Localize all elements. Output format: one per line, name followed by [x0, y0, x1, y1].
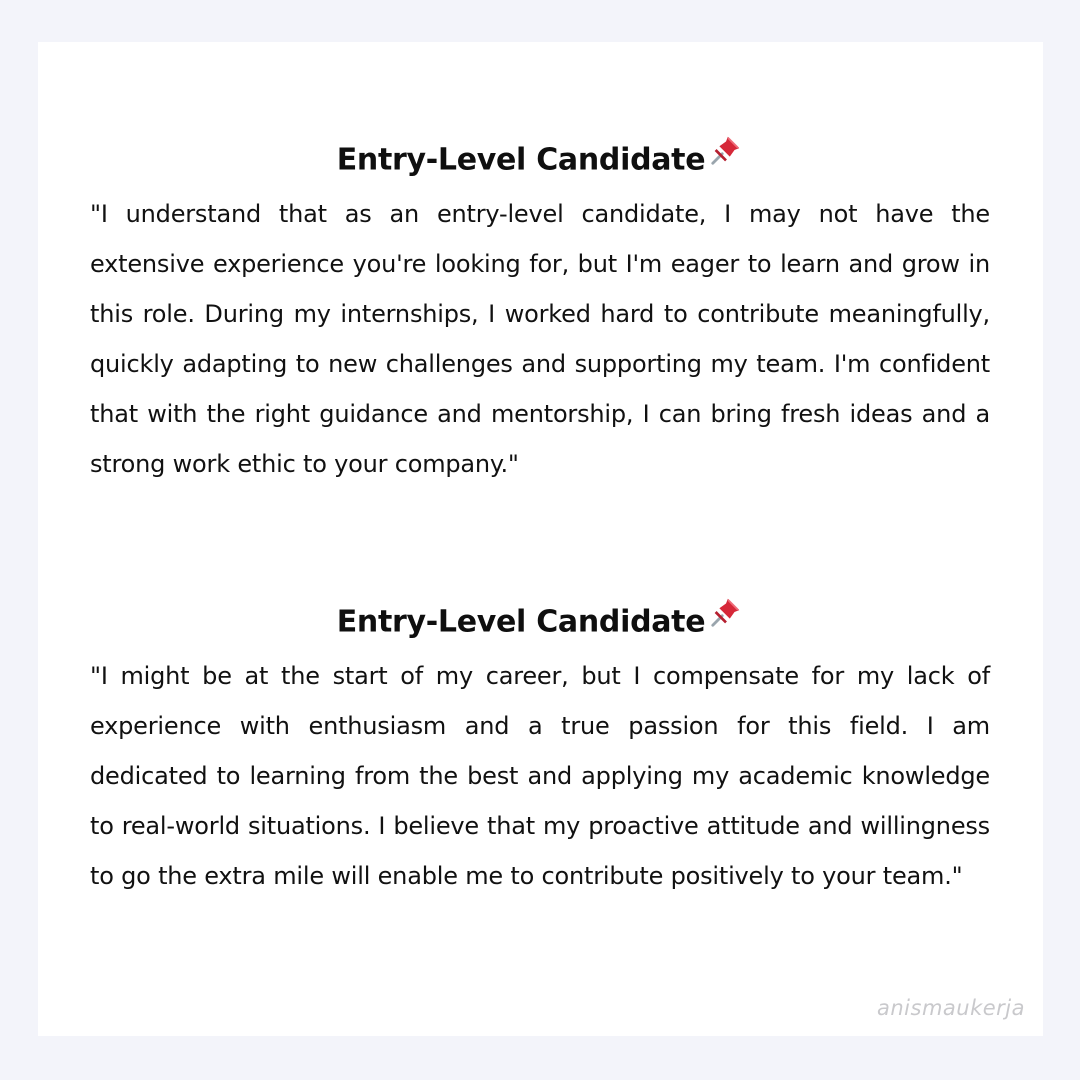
section-heading-text: Entry-Level Candidate [336, 142, 706, 178]
pushpin-icon [709, 133, 743, 181]
section-heading [90, 599, 990, 647]
section-body-text: "I understand that as an entry-level candidate, I may not have the extensive experience you're looking for, but I'm eager to learn and grow in this role. During my internships, I worked hard to contribute meaningfully, quickly adapting to new challenges and supporting my team. I'm confident that with the right guidance and mentorship, I can bring fresh ideas and a strong work ethic to your company." [90, 200, 990, 478]
answer-section-2 [90, 599, 990, 901]
pushpin-icon [709, 595, 743, 643]
watermark: anismaukerja [876, 996, 1025, 1020]
section-body-text: "I might be at the start of my career, but I compensate for my lack of experience with enthusiasm and a true passion for this field. I am dedicated to learning from the best and applying my academic knowledge to real-world situations. I believe that my proactive attitude and willingness to go the extra mile will enable me to contribute positively to your team." [90, 662, 990, 890]
section-heading [90, 137, 990, 185]
section-heading-text: Entry-Level Candidate [336, 604, 706, 640]
answer-section-1 [90, 137, 990, 489]
content-card [38, 42, 1043, 1036]
